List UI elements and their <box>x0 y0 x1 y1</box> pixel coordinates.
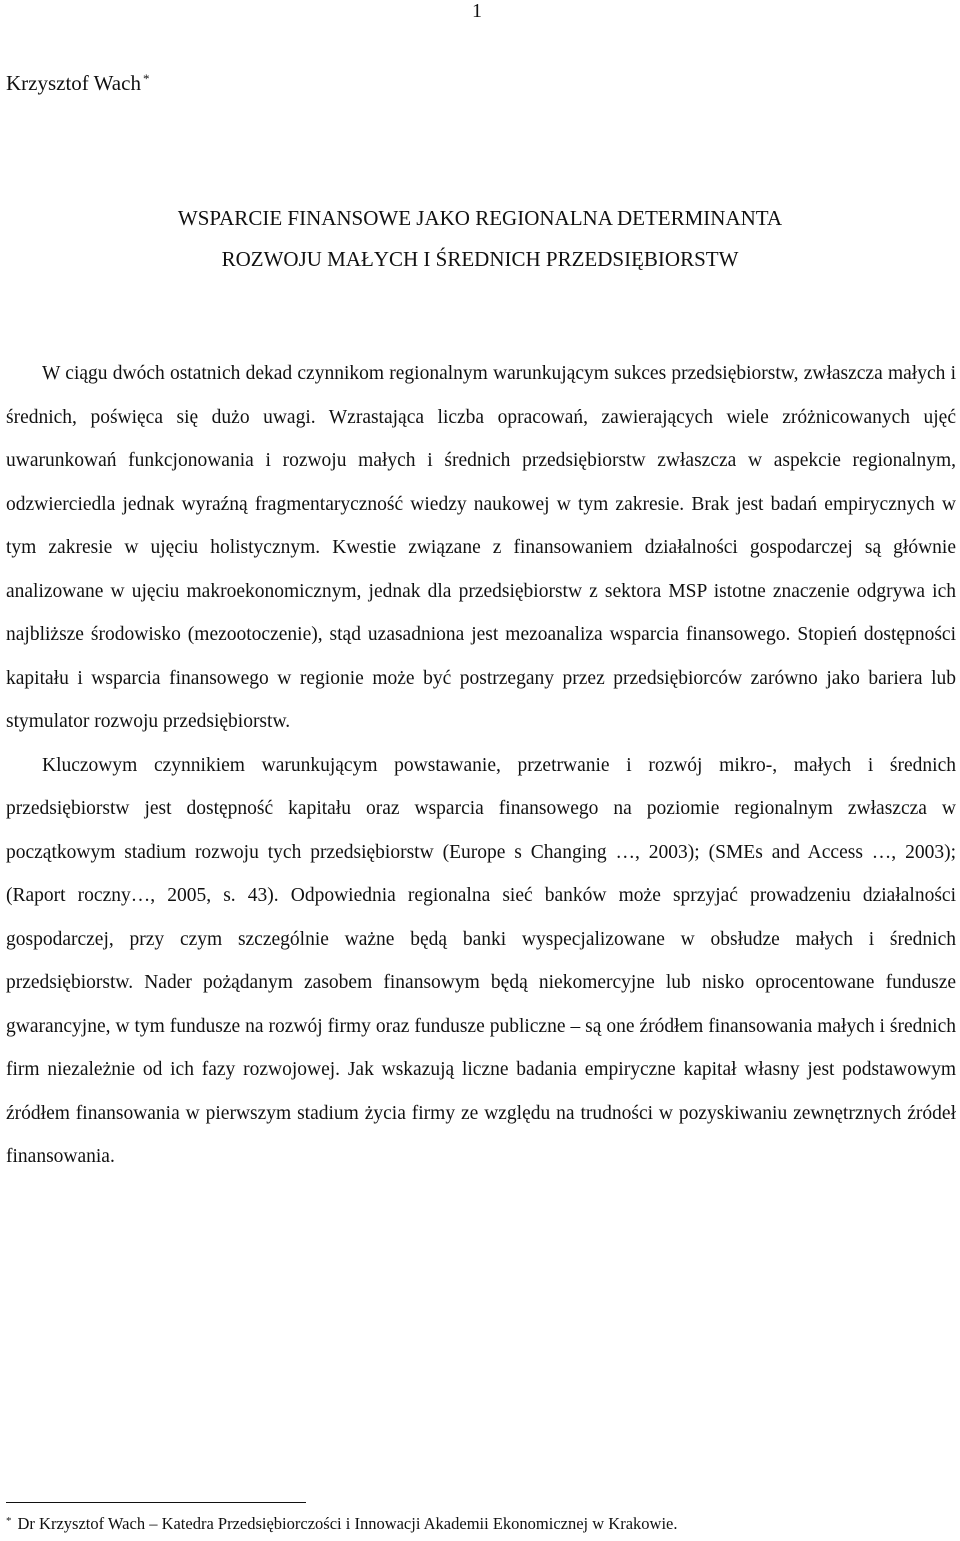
footnote-mark: * <box>6 1515 12 1527</box>
author-line <box>6 70 149 96</box>
author-footnote-mark: * <box>142 71 150 86</box>
paper-title <box>0 198 960 280</box>
footnote-divider <box>6 1502 306 1503</box>
title-line-2: ROZWOJU MAŁYCH I ŚREDNICH PRZEDSIĘBIORSTW <box>221 247 739 271</box>
title-line-1: WSPARCIE FINANSOWE JAKO REGIONALNA DETERMINANTA <box>177 206 783 230</box>
paragraph-1: W ciągu dwóch ostatnich dekad czynnikom regionalnym warunkującym sukces przedsiębiorstw, zwłaszcza małych i średnich, poświęca się dużo uwagi. Wzrastająca liczba opracowań, zawierających wiele zróżnicowanych ujęć uwarunkowań funkcjonowania i rozwoju małych i średnich przedsiębiorstw zwłaszcza w aspekcie regionalnym, odzwierciedla jednak wyraźną fragmentaryczność wiedzy naukowej w tym zakresie. Brak jest badań empirycznych w tym zakresie w ujęciu holistycznym. Kwestie związane z finansowaniem działalności gospodarczej są głównie analizowane w ujęciu makroekonomicznym, jednak dla przedsiębiorstw z sektora MSP istotne znaczenie odgrywa ich najbliższe środowisko (mezootoczenie), stąd uzasadniona jest mezoanaliza wsparcia finansowego. Stopień dostępności kapitału i wsparcia finansowego w regionie może być postrzegany przez przedsiębiorców zarówno jako bariera lub stymulator rozwoju przedsiębiorstw. <box>6 363 956 732</box>
footnote-text: Dr Krzysztof Wach – Katedra Przedsiębiorczości i Innowacji Akademii Ekonomicznej w Krakowie. <box>17 1514 678 1533</box>
body-text <box>6 352 956 1179</box>
author-name: Krzysztof Wach <box>6 71 141 95</box>
paragraph-2: Kluczowym czynnikiem warunkującym powstawanie, przetrwanie i rozwój mikro-, małych i średnich przedsiębiorstw jest dostępność kapitału oraz wsparcia finansowego na poziomie regionalnym zwłaszcza w początkowym stadium rozwoju tych przedsiębiorstw (Europe s Changing …, 2003); (SMEs and Access …, 2003); (Raport roczny…, 2005, s. 43). Odpowiednia regionalna sieć banków może sprzyjać prowadzeniu działalności gospodarczej, przy czym szczególnie ważne będą banki wyspecjalizowane w obsłudze małych i średnich przedsiębiorstw. Nader pożądanym zasobem finansowym będą niekomercyjne lub nisko oprocentowane fundusze gwarancyjne, w tym fundusze na rozwój firmy oraz fundusze publiczne – są one źródłem finansowania małych i średnich firm niezależnie od ich fazy rozwojowej. Jak wskazują liczne badania empiryczne kapitał własny jest podstawowym źródłem finansowania w pierwszym stadium życia firmy ze względu na trudności w pozyskiwaniu zewnętrznych źródeł finansowania. <box>6 754 956 1167</box>
footnote <box>6 1514 677 1534</box>
page-number: 1 <box>472 0 482 22</box>
